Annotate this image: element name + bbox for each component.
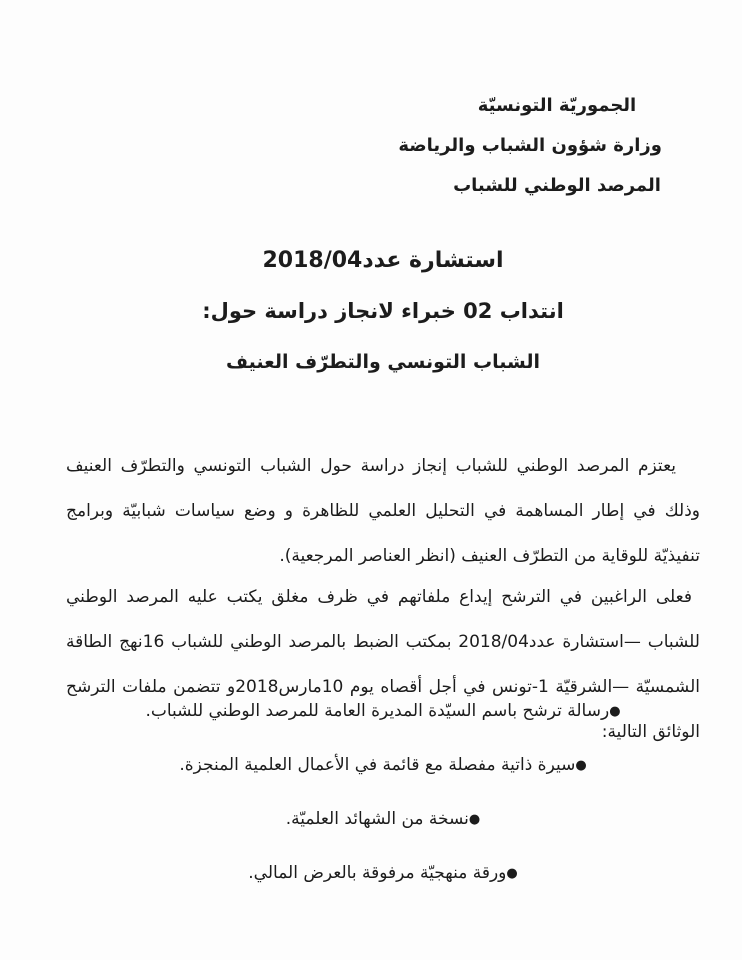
recruitment-title: انتداب 02 خبراء لانجاز دراسة حول: xyxy=(202,299,564,323)
letterhead-republic: الجموريّة التونسيّة xyxy=(477,95,637,116)
list-item-text: نسخة من الشهائد العلميّة. xyxy=(285,809,469,829)
list-item xyxy=(66,808,700,831)
bullet-icon: ● xyxy=(575,758,587,773)
list-item xyxy=(66,754,700,777)
letterhead-ministry: وزارة شؤون الشباب والرياضة xyxy=(398,135,662,156)
study-subject-title: الشباب التونسي والتطرّف العنيف xyxy=(226,351,540,373)
letterhead-observatory: المرصد الوطني للشباب xyxy=(453,175,661,196)
application-instructions-paragraph: فعلى الراغبين في الترشح إيداع ملفاتهم في ظرف مغلق يكتب عليه المرصد الوطني للشباب —استشارة عدد2018/04 بمكتب الضبط بالمرصد الوطني للشباب 16نهج الطاقة الشمسيّة —الشرقيّة 1-تونس في أجل أقصاه يوم 10مارس2018و تتضمن ملفات الترشح الوثائق التالية: xyxy=(66,587,700,742)
consultation-number-title: استشارة عدد2018/04 xyxy=(262,248,504,273)
bullet-icon: ● xyxy=(609,704,621,719)
list-item xyxy=(66,700,700,723)
bullet-icon: ● xyxy=(468,812,481,827)
list-item xyxy=(66,862,700,885)
required-documents-list xyxy=(66,700,700,885)
bullet-icon: ● xyxy=(506,866,518,881)
list-item-text: رسالة ترشح باسم السيّدة المديرة العامة للمرصد الوطني للشباب. xyxy=(145,701,610,721)
list-item-text: ورقة منهجيّة مرفوقة بالعرض المالي. xyxy=(248,863,507,883)
list-item-text: سيرة ذاتية مفصلة مع قائمة في الأعمال العلمية المنجزة. xyxy=(179,755,576,775)
letterhead xyxy=(398,86,662,206)
intro-paragraph: يعتزم المرصد الوطني للشباب إنجاز دراسة حول الشباب التونسي والتطرّف العنيف وذلك في إطار المساهمة في التحليل العلمي للظاهرة و وضع سياسات شبابيّة وبرامج تنفيذيّة للوقاية من التطرّف العنيف (انظر العناصر المرجعية). xyxy=(66,456,700,566)
